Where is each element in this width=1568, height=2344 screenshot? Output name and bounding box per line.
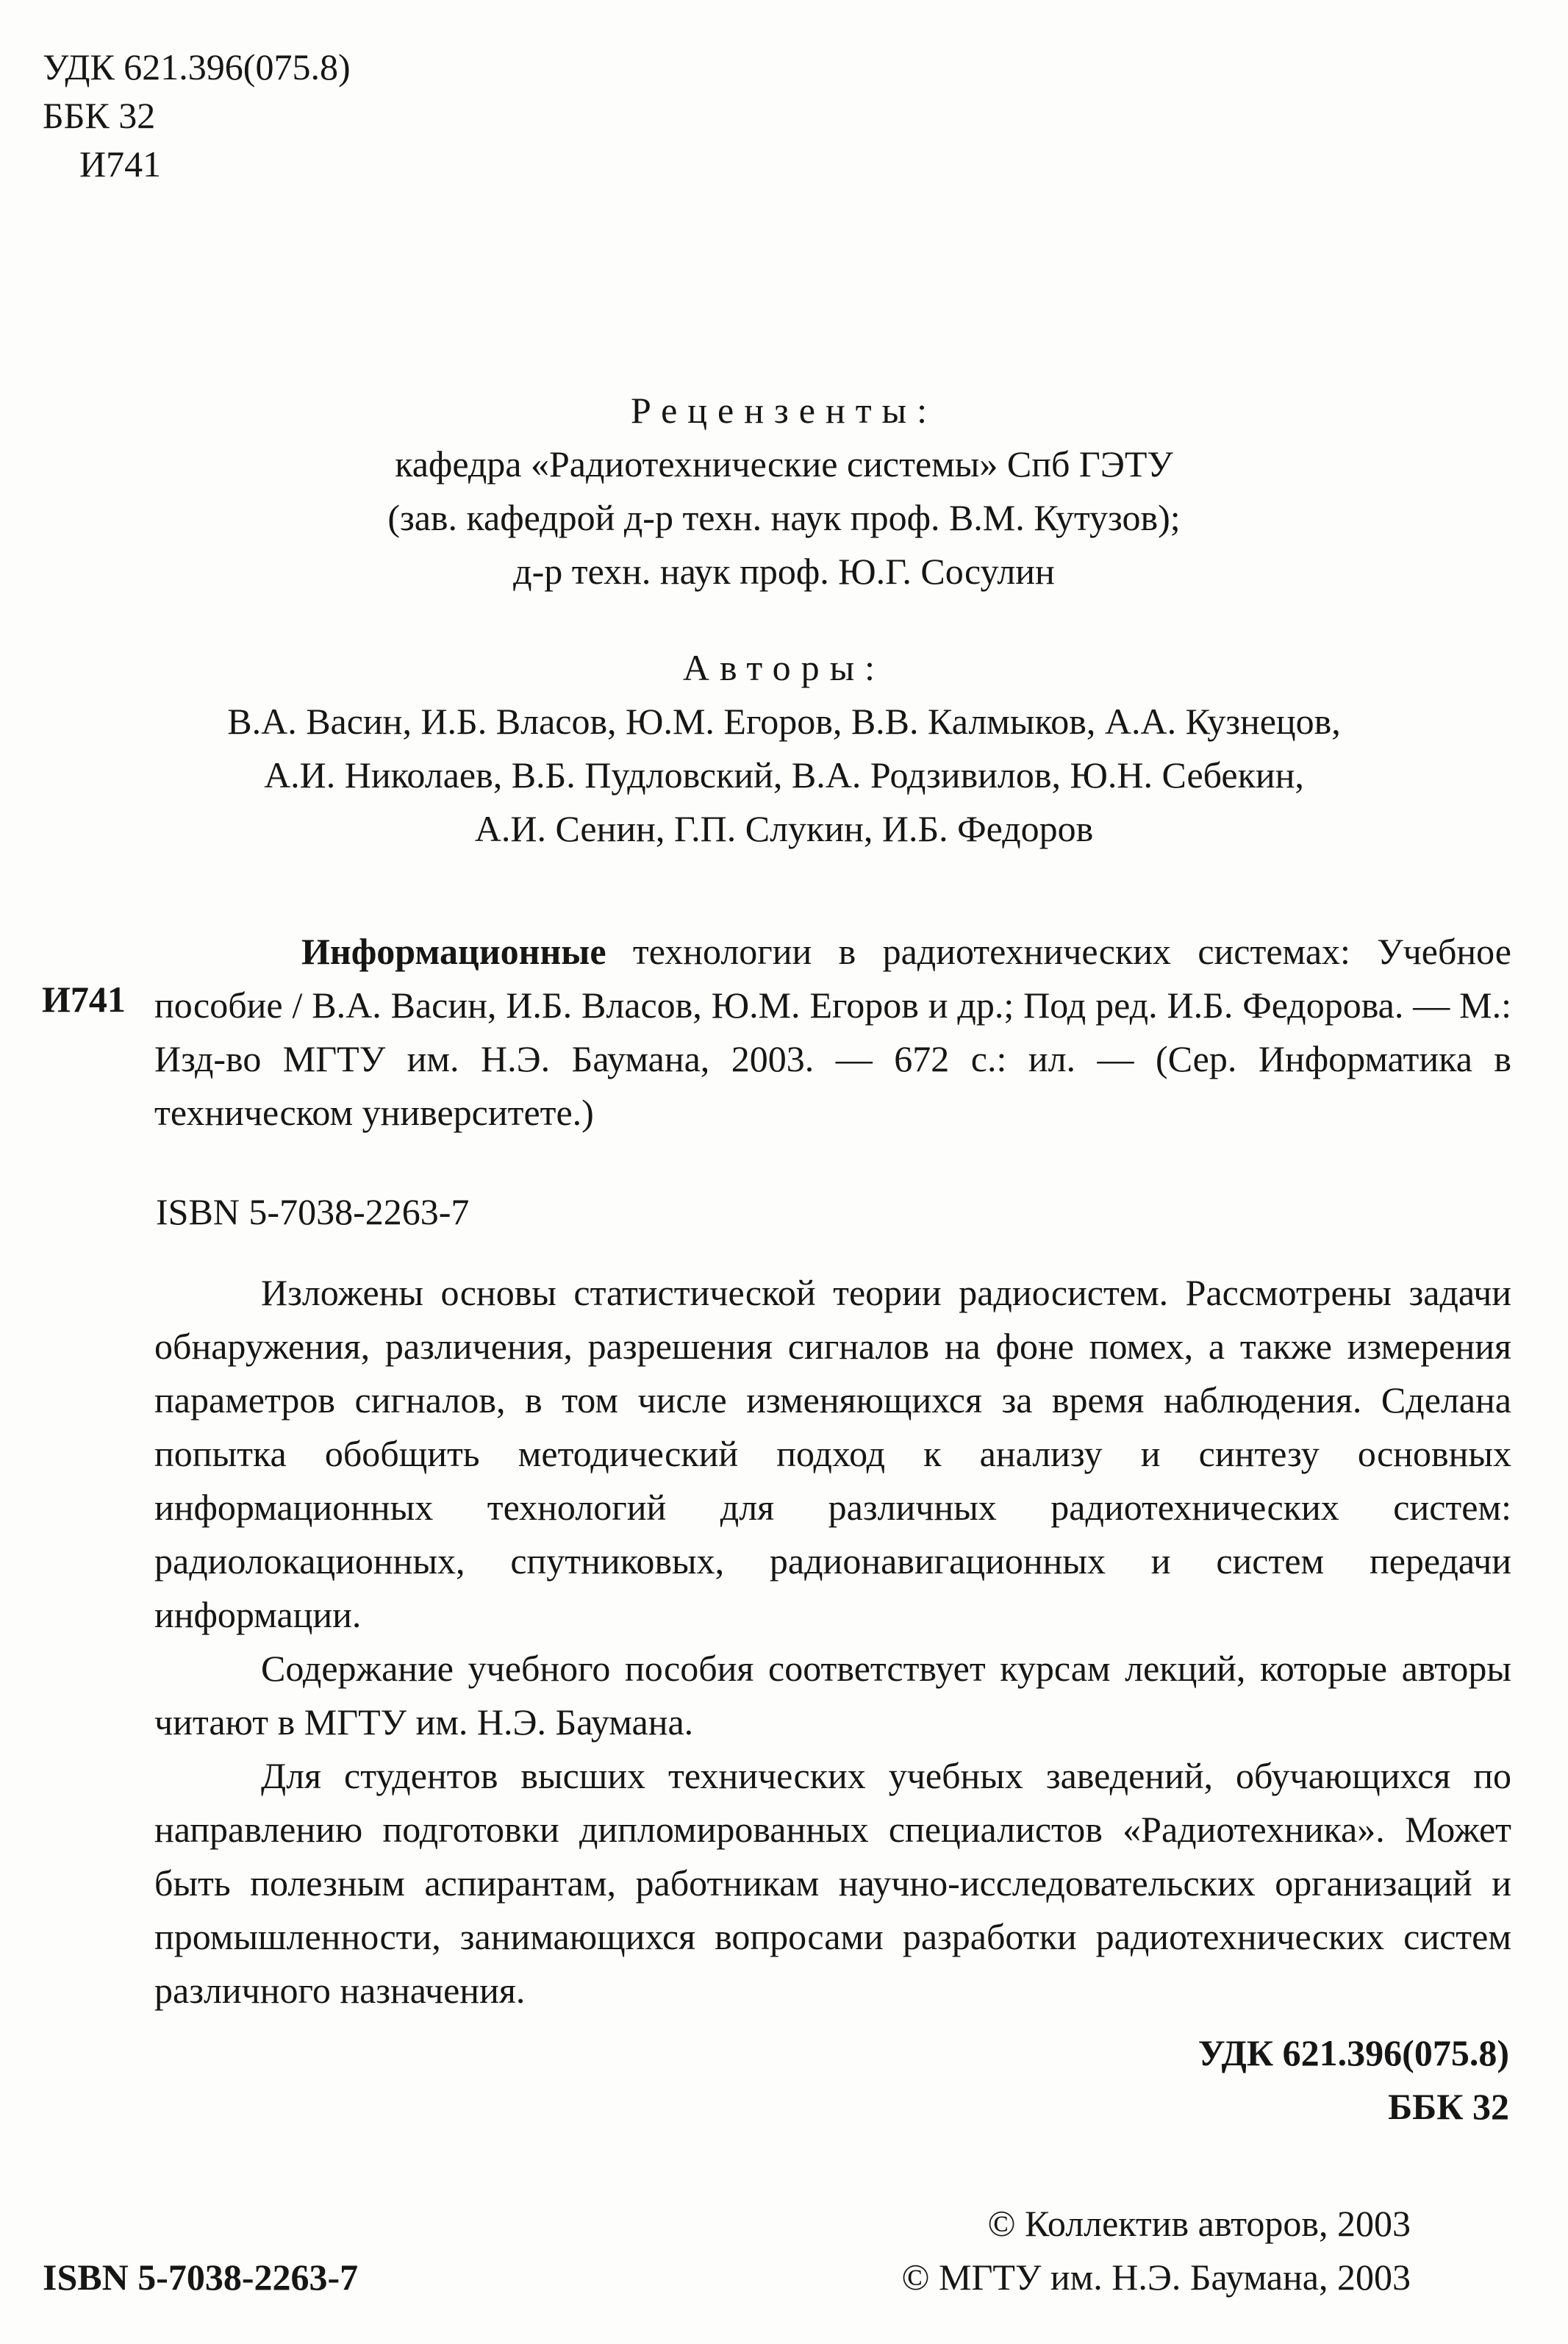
catalog-entry-title: Информационные [301, 931, 606, 972]
isbn-number-bottom: ISBN 5-7038-2263-7 [43, 2257, 359, 2298]
annotation-block [154, 1266, 1511, 2018]
udk-code-top: УДК 621.396(075.8) [43, 46, 351, 87]
authors-block [0, 641, 1568, 856]
reviewers-block [0, 384, 1568, 598]
isbn-number: ISBN 5-7038-2263-7 [156, 1191, 470, 1232]
reviewer-line: д-р техн. наук проф. Ю.Г. Сосулин [513, 551, 1055, 592]
bbk-code-bottom: ББК 32 [1388, 2086, 1509, 2127]
author-line: В.А. Васин, И.Б. Власов, Ю.М. Егоров, В.В. Калмыков, А.А. Кузнецов, [227, 701, 1341, 742]
reviewer-line: (зав. кафедрой д-р техн. наук проф. В.М. Кутузов); [387, 497, 1181, 538]
annotation-paragraph: Изложены основы статистической теории радиосистем. Рассмотрены задачи обнаружения, различения, разрешения сигналов на фоне помех, а также измерения параметров сигналов, в том числе изменяющихся за время наблюдения. Сделана попытка обобщить методический подход к анализу и синтезу основных информационных технологий для различных радиотехнических систем: радиолокационных, спутниковых, радионавигационных и систем передачи информации. [154, 1272, 1511, 1635]
author-line: А.И. Николаев, В.Б. Пудловский, В.А. Родзивилов, Ю.Н. Себекин, [264, 754, 1304, 796]
author-line: А.И. Сенин, Г.П. Слукин, И.Б. Федоров [474, 808, 1094, 849]
copyright-block [902, 2197, 1411, 2304]
catalog-index-label: И741 [42, 979, 126, 1020]
annotation-paragraph: Для студентов высших технических учебных заведений, обучающихся по направлению подготовки дипломированных специалистов «Радиотехника». Может быть полезным аспирантам, работникам научно-исследовательских организаций и промышленности, занимающихся вопросами разработки радиотехнических систем различного назначения. [154, 1755, 1511, 2011]
copyright-line: © МГТУ им. Н.Э. Баумана, 2003 [901, 2257, 1411, 2298]
reviewer-line: кафедра «Радиотехнические системы» Спб ГЭТУ [395, 443, 1173, 485]
bbk-code-top: ББК 32 [43, 95, 156, 136]
top-bibliographic-codes [43, 43, 351, 188]
reviewers-heading: Рецензенты: [630, 390, 938, 431]
bottom-bibliographic-codes [1198, 2026, 1509, 2134]
book-index-code-top: И741 [79, 143, 162, 185]
catalog-entry [154, 925, 1511, 1140]
annotation-paragraph: Содержание учебного пособия соответствует курсам лекций, которые авторы читают в МГТУ им. Н.Э. Баумана. [154, 1648, 1511, 1743]
copyright-line: © Коллектив авторов, 2003 [987, 2203, 1411, 2244]
authors-heading: Авторы: [682, 647, 886, 688]
udk-code-bottom: УДК 621.396(075.8) [1198, 2032, 1509, 2073]
catalog-entry-body: технологии в радиотехнических системах: Учебное пособие / В.А. Васин, И.Б. Власов, Ю.М. Егоров и др.; Под ред. И.Б. Федорова. — М.: Изд-во МГТУ им. Н.Э. Баумана, 2003. — 672 с.: ил. — (Сер. Информатика в техническом университете.) [154, 931, 1511, 1133]
